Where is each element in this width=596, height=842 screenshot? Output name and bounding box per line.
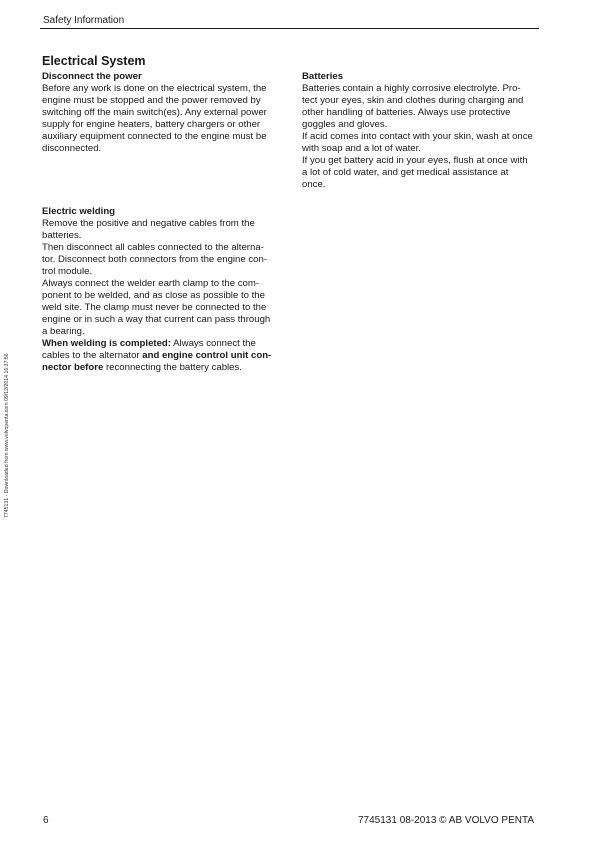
welding-completed-text: reconnecting the battery cables. [103, 362, 242, 373]
body-line: tor. Disconnect both connectors from the engine con- [42, 254, 268, 265]
footer-copyright: 7745131 08-2013 © AB VOLVO PENTA [358, 815, 534, 826]
body-line: auxiliary equipment connected to the engine must be [42, 131, 267, 142]
download-watermark-note: 7745131 - Downloaded from www.volvopenta.com 09/12/2014 16:37:56 [4, 353, 10, 518]
body-line: trol module. [42, 266, 93, 277]
page-number: 6 [43, 815, 49, 826]
welding-completed-line-3 [42, 362, 282, 374]
body-line: a lot of cold water, and get medical assistance at [302, 167, 509, 178]
body-line: weld site. The clamp must never be connected to the [42, 302, 267, 313]
body-line: Remove the positive and negative cables from the [42, 218, 255, 229]
body-line: supply for engine heaters, battery chargers or other [42, 119, 261, 130]
welding-completed-line-1 [42, 338, 282, 350]
body-line: engine or in such a way that current can pass through [42, 314, 271, 325]
body-line: ponent to be welded, and as close as possible to the [42, 290, 265, 301]
disconnect-power-heading: Disconnect the power [42, 71, 142, 82]
header-rule [40, 28, 539, 29]
welding-completed-emphasis: and engine control unit con- [142, 350, 272, 361]
electric-welding-block [42, 206, 282, 374]
batteries-block [302, 71, 542, 191]
body-line: Always connect the welder earth clamp to the com- [42, 278, 260, 289]
body-line: Then disconnect all cables connected to the alterna- [42, 242, 264, 253]
body-line: other handling of batteries. Always use protective [302, 107, 511, 118]
disconnect-power-block [42, 71, 282, 155]
welding-completed-emphasis: nector before [42, 362, 104, 373]
body-line: tect your eyes, skin and clothes during charging and [302, 95, 524, 106]
body-line: switching off the main switch(es). Any external power [42, 107, 267, 118]
body-line: batteries. [42, 230, 82, 241]
batteries-heading: Batteries [302, 71, 344, 82]
body-line: Batteries contain a highly corrosive electrolyte. Pro- [302, 83, 521, 94]
body-line: If acid comes into contact with your skin, wash at once [302, 131, 533, 142]
body-line: If you get battery acid in your eyes, flush at once with [302, 155, 528, 166]
body-line: with soap and a lot of water. [302, 143, 421, 154]
body-line: Before any work is done on the electrical system, the [42, 83, 267, 94]
welding-completed-line-2 [42, 350, 282, 362]
body-line: goggles and gloves. [302, 119, 388, 130]
welding-completed-text: cables to the alternator [42, 350, 143, 361]
running-header: Safety Information [43, 15, 125, 26]
section-title: Electrical System [42, 54, 146, 68]
body-line: once. [302, 179, 326, 190]
body-line: a bearing. [42, 326, 85, 337]
welding-completed-text: Always connect the [171, 338, 256, 349]
body-line: disconnected. [42, 143, 102, 154]
electric-welding-heading: Electric welding [42, 206, 116, 217]
welding-completed-label: When welding is completed: [42, 338, 171, 349]
body-line: engine must be stopped and the power removed by [42, 95, 261, 106]
